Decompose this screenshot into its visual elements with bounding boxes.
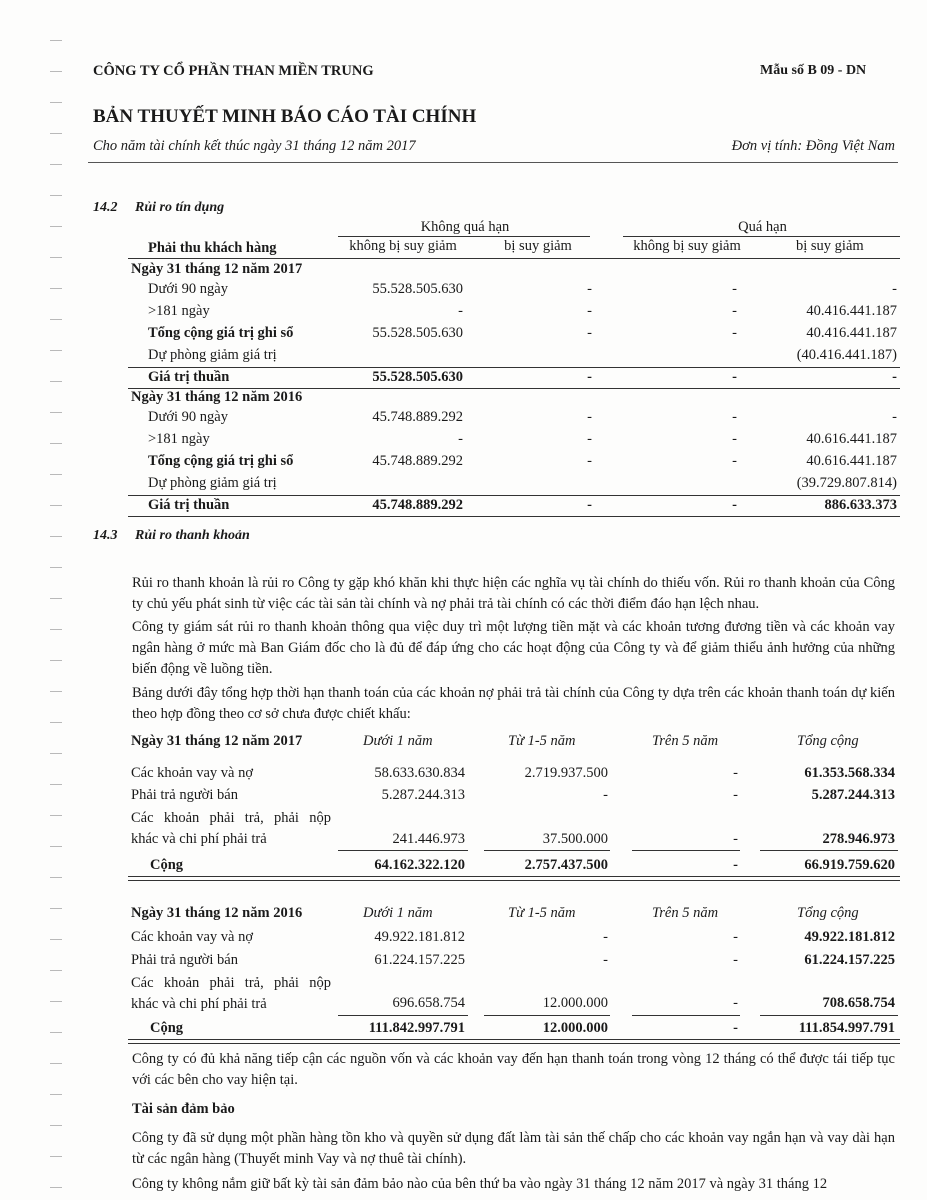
credit-cell-v4: - bbox=[892, 409, 897, 425]
total-top-rule bbox=[338, 850, 468, 851]
total-double-rule bbox=[128, 1039, 900, 1044]
liquidity-cell-v2: 37.500.000 bbox=[542, 831, 608, 847]
liquidity-total-v1: 64.162.322.120 bbox=[374, 857, 465, 873]
liquidity-cell-v2: 12.000.000 bbox=[542, 995, 608, 1011]
margin-scan-mark bbox=[50, 815, 62, 816]
margin-scan-mark bbox=[50, 970, 62, 971]
liquidity-table-date: Ngày 31 tháng 12 năm 2016 bbox=[131, 905, 303, 921]
liquidity-total-v1: 111.842.997.791 bbox=[368, 1020, 465, 1036]
margin-scan-mark bbox=[50, 1001, 62, 1002]
credit-cell-v1: 45.748.889.292 bbox=[372, 453, 463, 469]
credit-cell-v1: - bbox=[458, 303, 463, 319]
liquidity-cell-v4: 5.287.244.313 bbox=[811, 787, 895, 803]
liquidity-cell-v1: 5.287.244.313 bbox=[381, 787, 465, 803]
total-top-rule bbox=[760, 850, 898, 851]
margin-scan-mark bbox=[50, 1187, 62, 1188]
liquidity-total-v2: 2.757.437.500 bbox=[524, 857, 608, 873]
margin-scan-mark bbox=[50, 319, 62, 320]
margin-scan-mark bbox=[50, 784, 62, 785]
credit-cell-v4: 886.633.373 bbox=[824, 497, 897, 513]
liquidity-cell-v3: - bbox=[733, 787, 738, 803]
net-value-rule bbox=[128, 495, 900, 496]
liquidity-cell-v3: - bbox=[733, 929, 738, 945]
margin-scan-mark bbox=[50, 660, 62, 661]
credit-cell-v3: - bbox=[732, 497, 737, 513]
total-top-rule bbox=[760, 1015, 898, 1016]
liquidity-cell-v2: - bbox=[603, 787, 608, 803]
total-top-rule bbox=[338, 1015, 468, 1016]
liquidity-row-label-line1: Các khoản phải trả, phải nộp bbox=[131, 975, 331, 991]
liquidity-cell-v1: 58.633.630.834 bbox=[374, 765, 465, 781]
margin-scan-mark bbox=[50, 40, 62, 41]
margin-scan-mark bbox=[50, 505, 62, 506]
credit-cell-v3: - bbox=[732, 453, 737, 469]
total-top-rule bbox=[484, 850, 610, 851]
liquidity-cell-v2: - bbox=[603, 952, 608, 968]
group-rule-overdue bbox=[623, 236, 900, 237]
credit-cell-v1: 45.748.889.292 bbox=[372, 497, 463, 513]
credit-row-label: >181 ngày bbox=[148, 303, 210, 319]
liquidity-cell-v3: - bbox=[733, 952, 738, 968]
liquidity-total-label: Cộng bbox=[150, 1020, 184, 1036]
margin-scan-mark bbox=[50, 846, 62, 847]
collateral-paragraph-1: Công ty đã sử dụng một phần hàng tồn kho và quyền sử dụng đất làm tài sản thế chấp cho các khoản vay ngắn hạn và vay dài hạn từ các ngân hàng (Thuyết minh Vay và nợ thuê tài chính). bbox=[132, 1130, 895, 1167]
margin-scan-mark bbox=[50, 722, 62, 723]
margin-scan-mark bbox=[50, 908, 62, 909]
credit-cell-v4: - bbox=[892, 369, 897, 385]
credit-cell-v3: - bbox=[732, 409, 737, 425]
credit-row-label: Tổng cộng giá trị ghi sổ bbox=[148, 325, 294, 341]
credit-row-label: Dự phòng giảm giá trị bbox=[148, 475, 277, 491]
credit-cell-v1: - bbox=[458, 431, 463, 447]
margin-scan-mark bbox=[50, 257, 62, 258]
credit-cell-v4: 40.416.441.187 bbox=[806, 303, 897, 319]
col-not-impaired-2: không bị suy giảm bbox=[633, 238, 741, 254]
credit-cell-v1: 55.528.505.630 bbox=[372, 369, 463, 385]
liquidity-table-date: Ngày 31 tháng 12 năm 2017 bbox=[131, 733, 303, 749]
liquidity-col-header: Dưới 1 năm bbox=[363, 905, 433, 921]
document-title: BẢN THUYẾT MINH BÁO CÁO TÀI CHÍNH bbox=[93, 106, 477, 127]
credit-cell-v1: 45.748.889.292 bbox=[372, 409, 463, 425]
liquidity-total-v2: 12.000.000 bbox=[542, 1020, 608, 1036]
margin-scan-mark bbox=[50, 939, 62, 940]
margin-scan-mark bbox=[50, 536, 62, 537]
liquidity-cell-v2: 2.719.937.500 bbox=[524, 765, 608, 781]
section-number-14-3: 14.3 bbox=[93, 528, 118, 543]
credit-cell-v4: (39.729.807.814) bbox=[796, 475, 897, 491]
margin-scan-mark bbox=[50, 102, 62, 103]
group-header-not-overdue: Không quá hạn bbox=[420, 219, 510, 235]
credit-row-label: Tổng cộng giá trị ghi sổ bbox=[148, 453, 294, 469]
company-name: CÔNG TY CỔ PHẦN THAN MIỀN TRUNG bbox=[93, 63, 374, 79]
credit-row-label: Giá trị thuần bbox=[148, 369, 230, 385]
liquidity-total-label: Cộng bbox=[150, 857, 184, 873]
credit-cell-v2: - bbox=[587, 281, 592, 297]
total-top-rule bbox=[632, 1015, 740, 1016]
liquidity-cell-v3: - bbox=[733, 995, 738, 1011]
credit-cell-v2: - bbox=[587, 325, 592, 341]
block-bottom-rule bbox=[128, 516, 900, 517]
margin-scan-mark bbox=[50, 1063, 62, 1064]
header-rule bbox=[88, 162, 898, 163]
liquidity-col-header: Tổng cộng bbox=[797, 905, 859, 921]
credit-row-label: Dưới 90 ngày bbox=[148, 409, 228, 425]
group-header-overdue: Quá hạn bbox=[738, 219, 787, 235]
credit-cell-v1: 55.528.505.630 bbox=[372, 325, 463, 341]
credit-cell-v3: - bbox=[732, 281, 737, 297]
margin-scan-mark bbox=[50, 288, 62, 289]
margin-scan-mark bbox=[50, 1156, 62, 1157]
liquidity-cell-v4: 49.922.181.812 bbox=[804, 929, 895, 945]
credit-cell-v4: 40.616.441.187 bbox=[806, 431, 897, 447]
credit-cell-v4: 40.416.441.187 bbox=[806, 325, 897, 341]
margin-scan-mark bbox=[50, 71, 62, 72]
liquidity-total-v4: 111.854.997.791 bbox=[798, 1020, 895, 1036]
margin-scan-mark bbox=[50, 164, 62, 165]
margin-scan-mark bbox=[50, 629, 62, 630]
group-rule-not-overdue bbox=[338, 236, 590, 237]
credit-cell-v4: 40.616.441.187 bbox=[806, 453, 897, 469]
credit-cell-v4: (40.416.441.187) bbox=[796, 347, 897, 363]
liquidity-row-label: Các khoản vay và nợ bbox=[131, 765, 254, 781]
credit-cell-v3: - bbox=[732, 325, 737, 341]
credit-cell-v2: - bbox=[587, 453, 592, 469]
net-value-rule bbox=[128, 367, 900, 368]
liquidity-total-v3: - bbox=[733, 1020, 738, 1036]
credit-cell-v3: - bbox=[732, 303, 737, 319]
liquidity-col-header: Trên 5 năm bbox=[652, 905, 719, 921]
section-heading-credit-risk: Rủi ro tín dụng bbox=[135, 200, 225, 215]
total-top-rule bbox=[632, 850, 740, 851]
currency-unit: Đơn vị tính: Đồng Việt Nam bbox=[731, 138, 895, 154]
margin-scan-mark bbox=[50, 691, 62, 692]
margin-scan-mark bbox=[50, 1094, 62, 1095]
col-impaired-2: bị suy giảm bbox=[796, 238, 864, 254]
liquidity-cell-v4: 61.224.157.225 bbox=[804, 952, 895, 968]
liquidity-cell-v2: - bbox=[603, 929, 608, 945]
credit-cell-v2: - bbox=[587, 303, 592, 319]
liquidity-cell-v1: 49.922.181.812 bbox=[374, 929, 465, 945]
credit-block-date: Ngày 31 tháng 12 năm 2016 bbox=[131, 389, 303, 405]
margin-scan-mark bbox=[50, 381, 62, 382]
liquidity-cell-v1: 696.658.754 bbox=[392, 995, 465, 1011]
credit-cell-v2: - bbox=[587, 369, 592, 385]
credit-cell-v2: - bbox=[587, 497, 592, 513]
credit-row-label: >181 ngày bbox=[148, 431, 210, 447]
liquidity-col-header: Trên 5 năm bbox=[652, 733, 719, 749]
liquidity-row-label-line1: Các khoản phải trả, phải nộp bbox=[131, 810, 331, 826]
liquidity-row-label: Phải trả người bán bbox=[131, 952, 238, 968]
credit-cell-v1: 55.528.505.630 bbox=[372, 281, 463, 297]
margin-scan-mark bbox=[50, 474, 62, 475]
total-top-rule bbox=[484, 1015, 610, 1016]
liquidity-row-label: Các khoản vay và nợ bbox=[131, 929, 254, 945]
margin-scan-mark bbox=[50, 1125, 62, 1126]
liquidity-cell-v1: 241.446.973 bbox=[392, 831, 465, 847]
margin-scan-mark bbox=[50, 412, 62, 413]
liquidity-cell-v4: 278.946.973 bbox=[822, 831, 895, 847]
total-double-rule bbox=[128, 876, 900, 881]
liquidity-paragraph-3: Bảng dưới đây tổng hợp thời hạn thanh toán của các khoản nợ phải trả tài chính của Công ty dựa trên các khoản thanh toán dự kiến theo hợp đồng theo cơ sở chưa được chiết khấu: bbox=[132, 685, 895, 722]
liquidity-col-header: Tổng cộng bbox=[797, 733, 859, 749]
credit-header-rule bbox=[128, 258, 900, 259]
liquidity-cell-v4: 61.353.568.334 bbox=[804, 765, 895, 781]
credit-row-label: Dự phòng giảm giá trị bbox=[148, 347, 277, 363]
liquidity-cell-v1: 61.224.157.225 bbox=[374, 952, 465, 968]
liquidity-cell-v3: - bbox=[733, 831, 738, 847]
credit-cell-v3: - bbox=[732, 431, 737, 447]
credit-cell-v2: - bbox=[587, 409, 592, 425]
liquidity-cell-v3: - bbox=[733, 765, 738, 781]
collateral-paragraph-2: Công ty không nắm giữ bất kỳ tài sản đảm bảo nào của bên thứ ba vào ngày 31 tháng 12 năm 2017 và ngày 31 tháng 12 bbox=[132, 1176, 828, 1192]
liquidity-cell-v4: 708.658.754 bbox=[822, 995, 895, 1011]
form-code: Mẫu số B 09 - DN bbox=[760, 63, 867, 78]
margin-scan-mark bbox=[50, 133, 62, 134]
report-period: Cho năm tài chính kết thúc ngày 31 tháng 12 năm 2017 bbox=[93, 138, 416, 154]
liquidity-paragraph-1: Rủi ro thanh khoản là rủi ro Công ty gặp khó khăn khi thực hiện các nghĩa vụ tài chính do thiếu vốn. Rủi ro thanh khoản của Công ty chủ yếu phát sinh từ việc các tài sản tài chính và nợ phải trả tài chính có các thời điểm đáo hạn lệch nhau. bbox=[132, 575, 895, 612]
liquidity-col-header: Từ 1-5 năm bbox=[508, 905, 576, 921]
credit-block-date: Ngày 31 tháng 12 năm 2017 bbox=[131, 261, 303, 277]
section-heading-liquidity-risk: Rủi ro thanh khoản bbox=[135, 528, 250, 543]
liquidity-total-v4: 66.919.759.620 bbox=[804, 857, 895, 873]
margin-scan-mark bbox=[50, 567, 62, 568]
credit-cell-v4: - bbox=[892, 281, 897, 297]
col-not-impaired-1: không bị suy giảm bbox=[349, 238, 457, 254]
liquidity-row-label-line2: khác và chi phí phải trả bbox=[131, 996, 267, 1012]
liquidity-row-label-line2: khác và chi phí phải trả bbox=[131, 831, 267, 847]
credit-cell-v3: - bbox=[732, 369, 737, 385]
credit-row-label: Dưới 90 ngày bbox=[148, 281, 228, 297]
row-header-receivables: Phải thu khách hàng bbox=[148, 240, 277, 256]
liquidity-total-v3: - bbox=[733, 857, 738, 873]
margin-scan-mark bbox=[50, 226, 62, 227]
margin-scan-mark bbox=[50, 598, 62, 599]
credit-row-label: Giá trị thuần bbox=[148, 497, 230, 513]
credit-cell-v2: - bbox=[587, 431, 592, 447]
col-impaired-1: bị suy giảm bbox=[504, 238, 572, 254]
liquidity-col-header: Dưới 1 năm bbox=[363, 733, 433, 749]
collateral-heading: Tài sản đảm bảo bbox=[132, 1101, 235, 1117]
margin-scan-mark bbox=[50, 877, 62, 878]
margin-scan-mark bbox=[50, 443, 62, 444]
liquidity-col-header: Từ 1-5 năm bbox=[508, 733, 576, 749]
margin-scan-mark bbox=[50, 195, 62, 196]
margin-scan-mark bbox=[50, 350, 62, 351]
margin-scan-mark bbox=[50, 1032, 62, 1033]
liquidity-paragraph-4: Công ty có đủ khả năng tiếp cận các nguồn vốn và các khoản vay đến hạn thanh toán trong vòng 12 tháng có thể được tái tiếp tục với các bên cho vay hiện tại. bbox=[132, 1051, 895, 1088]
margin-scan-mark bbox=[50, 753, 62, 754]
liquidity-row-label: Phải trả người bán bbox=[131, 787, 238, 803]
section-number-14-2: 14.2 bbox=[93, 200, 118, 215]
liquidity-paragraph-2: Công ty giám sát rủi ro thanh khoản thông qua việc duy trì một lượng tiền mặt và các khoản tương đương tiền và các khoản vay ngân hàng ở mức mà Ban Giám đốc cho là đủ để đáp ứng cho các hoạt động của Công ty và để giảm thiểu ảnh hưởng của những biến động về luồng tiền. bbox=[132, 619, 895, 677]
